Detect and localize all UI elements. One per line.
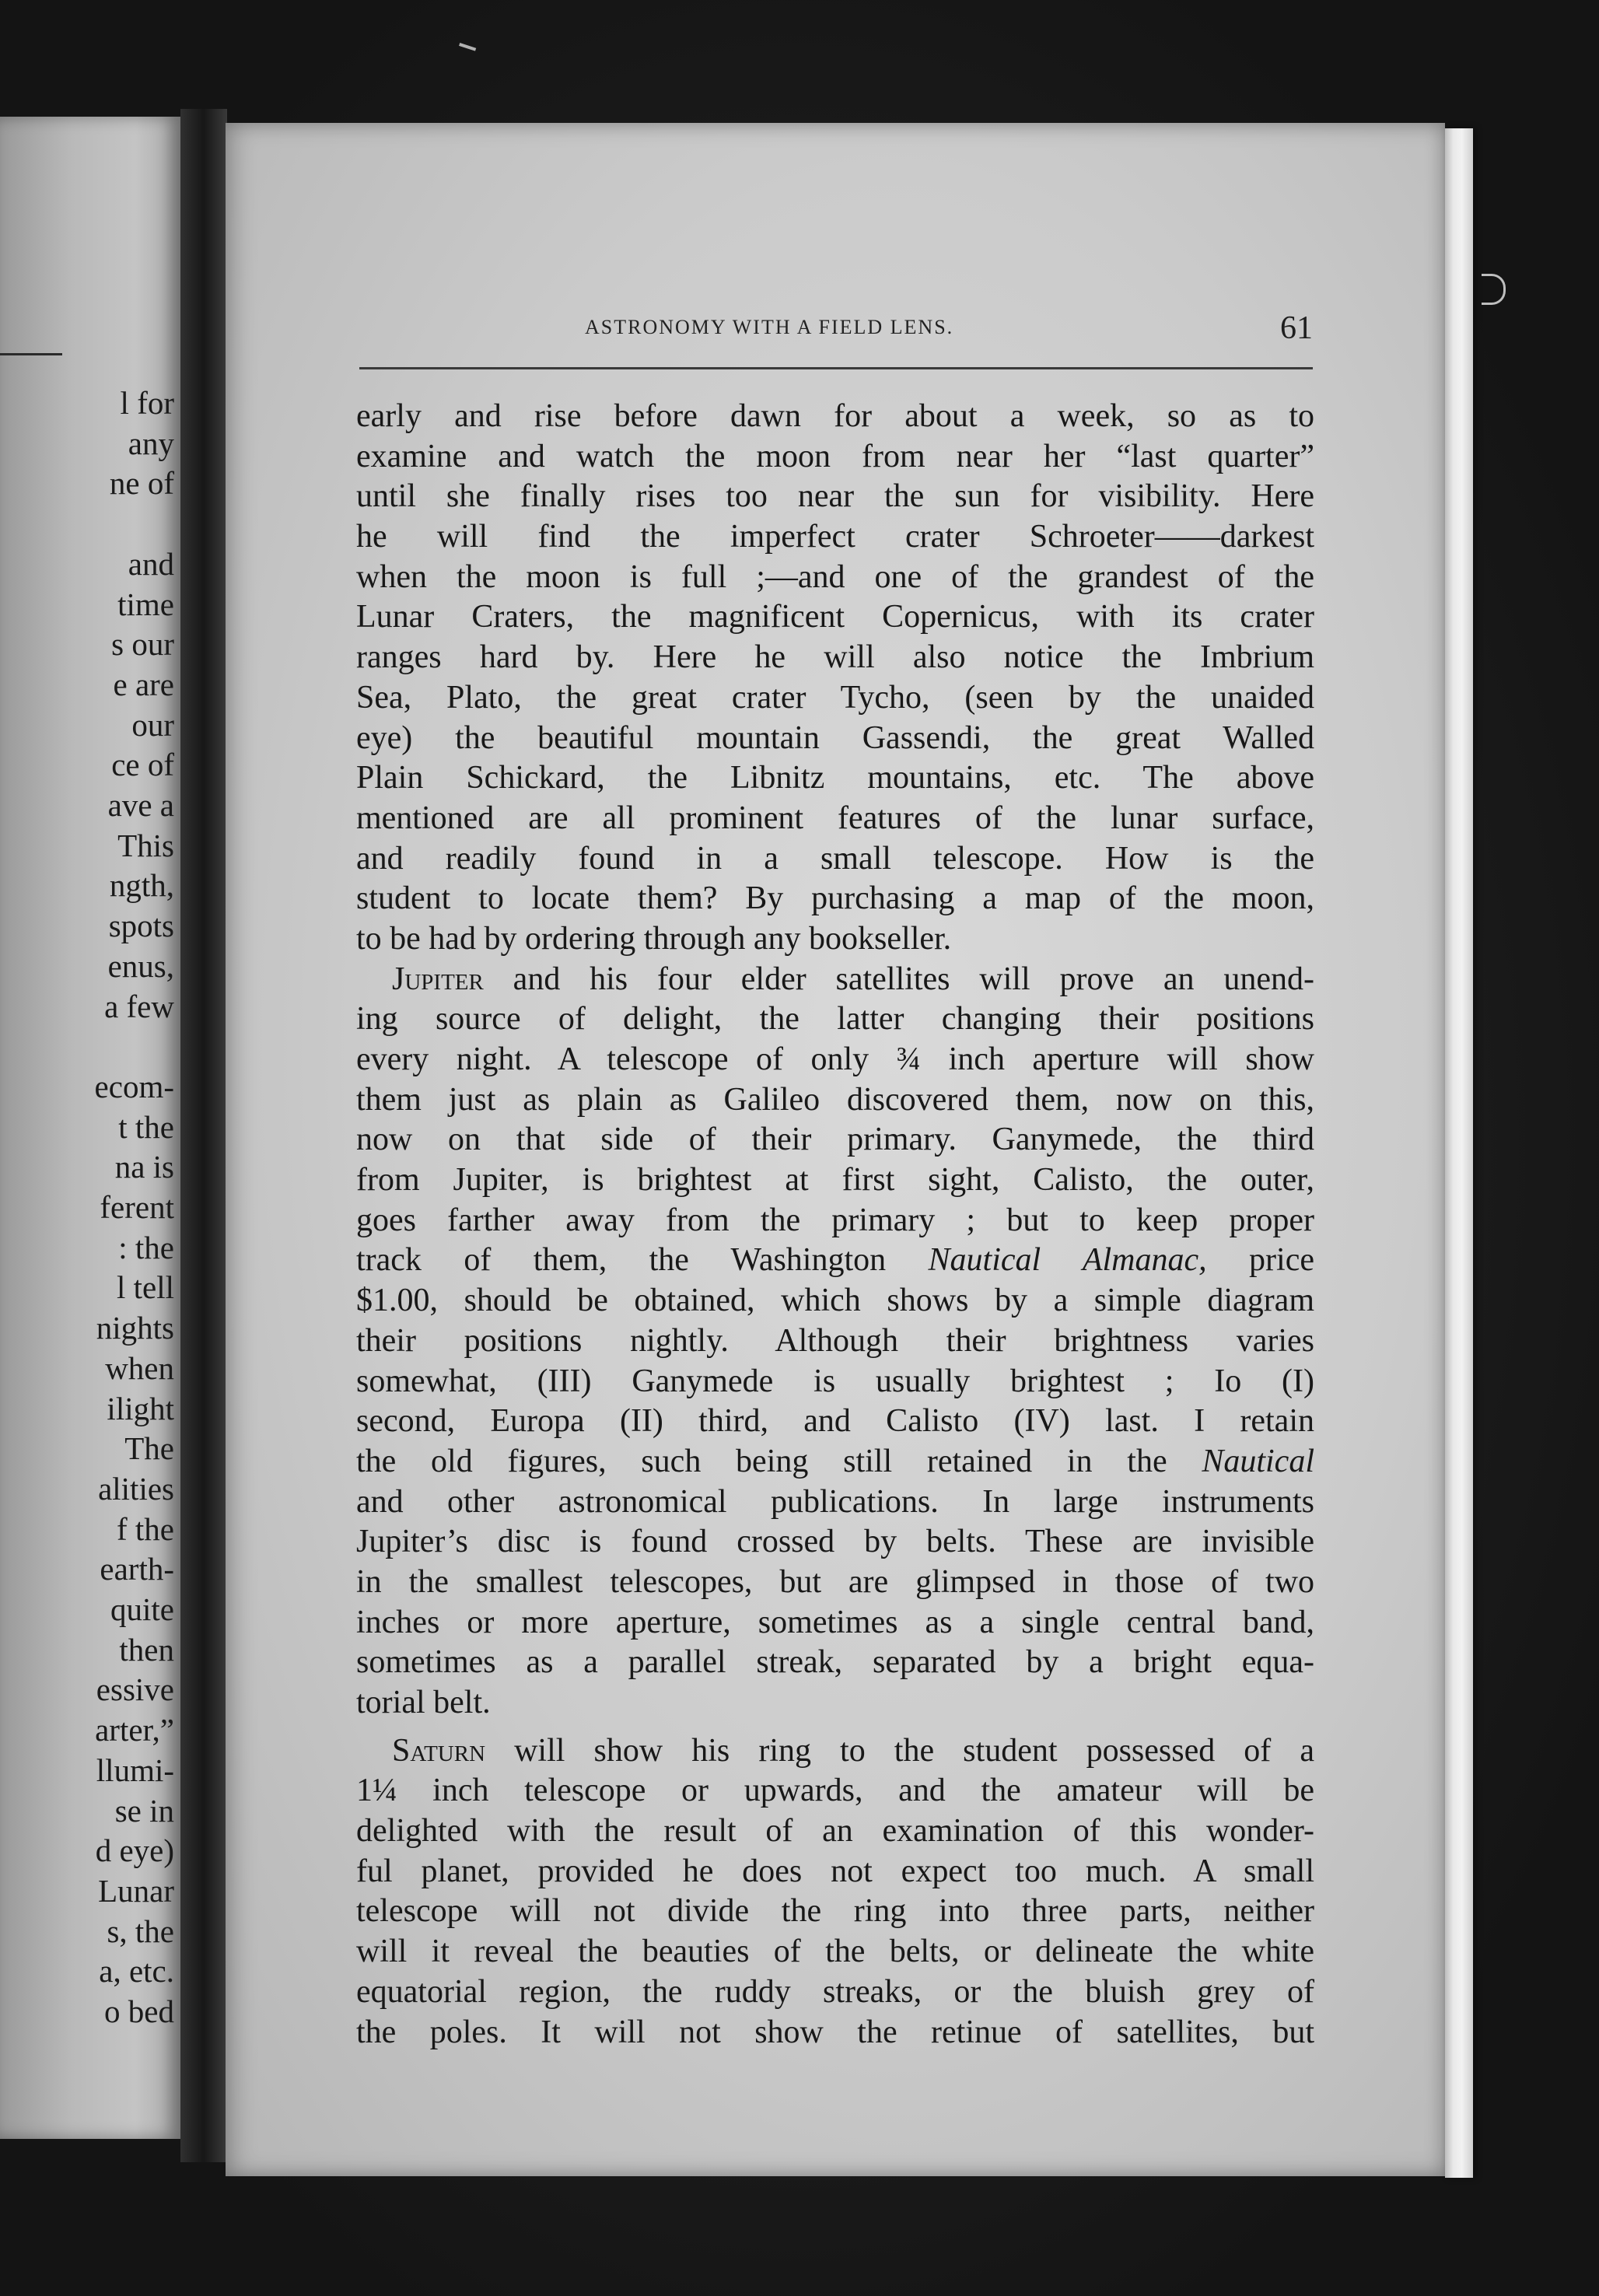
text-line: them just as plain as Galileo discovered them, now on this, bbox=[356, 1081, 1314, 1118]
text-line: delighted with the result of an examination of this wonder- bbox=[356, 1813, 1314, 1850]
jupiter-paragraph-first-line bbox=[356, 960, 1314, 1000]
previous-page-line-fragment: s our bbox=[111, 626, 174, 663]
previous-page-line-fragment: and bbox=[128, 545, 174, 582]
text-line: 1¼ inch telescope or upwards, and the amateur will be bbox=[356, 1773, 1314, 1809]
previous-page-line-fragment: then bbox=[119, 1631, 174, 1668]
text-line: and other astronomical publications. In large instruments bbox=[356, 1483, 1314, 1520]
previous-page-line-fragment: ecom- bbox=[94, 1068, 174, 1104]
previous-page-line-fragment: earth- bbox=[100, 1551, 174, 1587]
previous-page-line-fragment: ce of bbox=[111, 747, 174, 783]
previous-page-line-fragment: quite bbox=[110, 1591, 174, 1627]
text-line: eye) the beautiful mountain Gassendi, the great Walled bbox=[356, 719, 1314, 756]
page-edge bbox=[1445, 128, 1473, 2178]
text-line: equatorial region, the ruddy streaks, or the bluish grey of bbox=[356, 1973, 1314, 2010]
film-scratch-mark bbox=[456, 43, 476, 61]
text-line: examine and watch the moon from near her “last quarter” bbox=[356, 438, 1314, 474]
almanac-title: Nautical Almanac, bbox=[928, 1242, 1207, 1279]
text-run: will show his ring to the student possessed of a bbox=[485, 1732, 1314, 1769]
page-edge-curl bbox=[1482, 274, 1506, 305]
text-line: Sea, Plato, the great crater Tycho, (seen by the unaided bbox=[356, 679, 1314, 716]
page-number: 61 bbox=[1280, 310, 1313, 346]
text-line: ful planet, provided he does not expect too much. A small bbox=[356, 1853, 1314, 1889]
text-line bbox=[356, 1241, 1314, 1281]
saturn-heading-word: Saturn bbox=[392, 1732, 486, 1769]
text-line: to be had by ordering through any bookseller. bbox=[356, 920, 952, 957]
text-line: $1.00, should be obtained, which shows by a simple diagram bbox=[356, 1283, 1314, 1319]
previous-page-line-fragment: spots bbox=[108, 908, 174, 944]
text-run: and his four elder satellites will prove an unend- bbox=[483, 961, 1314, 997]
text-line: he will find the imperfect crater Schroeter——darkest bbox=[356, 519, 1314, 555]
text-line: in the smallest telescopes, but are glimpsed in those of two bbox=[356, 1563, 1314, 1600]
previous-page-strip bbox=[0, 117, 180, 2139]
previous-page-line-fragment: Lunar bbox=[98, 1872, 174, 1909]
previous-page-line-fragment: ngth, bbox=[109, 867, 174, 904]
text-line: early and rise before dawn for about a week, so as to bbox=[356, 398, 1314, 434]
running-head bbox=[359, 310, 1313, 348]
previous-page-line-fragment: The bbox=[124, 1430, 174, 1467]
text-line: sometimes as a parallel streak, separated by a bright equa- bbox=[356, 1644, 1314, 1681]
previous-page-line-fragment: t the bbox=[118, 1108, 174, 1145]
nautical-title: Nautical bbox=[1202, 1443, 1314, 1479]
text-line: torial belt. bbox=[356, 1685, 491, 1720]
text-line: ranges hard by. Here he will also notice the Imbrium bbox=[356, 639, 1314, 676]
previous-page-line-fragment: : the bbox=[118, 1229, 174, 1265]
text-line: from Jupiter, is brightest at first sight, Calisto, the outer, bbox=[356, 1162, 1314, 1199]
previous-page-line-fragment: f the bbox=[117, 1510, 174, 1547]
previous-page-line-fragment: e are bbox=[113, 666, 174, 702]
previous-page-line-fragment: essive bbox=[96, 1671, 174, 1708]
previous-page-line-fragment: our bbox=[131, 706, 174, 743]
text-run: price bbox=[1206, 1242, 1314, 1279]
previous-page-line-fragment: any bbox=[128, 425, 174, 461]
text-line: the poles. It will not show the retinue of satellites, but bbox=[356, 2014, 1314, 2050]
text-line: second, Europa (II) third, and Calisto (IV) last. I retain bbox=[356, 1403, 1314, 1440]
previous-page-line-fragment: l tell bbox=[116, 1269, 174, 1306]
previous-page-rule bbox=[0, 353, 62, 355]
previous-page-line-fragment: This bbox=[117, 827, 174, 863]
previous-page-line-fragment: a, etc. bbox=[99, 1953, 174, 1990]
previous-page-line-fragment: ferent bbox=[100, 1189, 174, 1225]
text-line: Jupiter’s disc is found crossed by belts. These are invisible bbox=[356, 1524, 1314, 1560]
previous-page-line-fragment: l for bbox=[120, 385, 174, 421]
text-line: will it reveal the beauties of the belts, or delineate the white bbox=[356, 1934, 1314, 1970]
text-line: goes farther away from the primary ; but to keep proper bbox=[356, 1202, 1314, 1238]
text-line: inches or more aperture, sometimes as a single central band, bbox=[356, 1604, 1314, 1640]
previous-page-line-fragment: time bbox=[117, 586, 174, 622]
previous-page-line-fragment: enus, bbox=[107, 947, 174, 984]
text-run: the old figures, such being still retained in the bbox=[356, 1443, 1202, 1479]
running-title: ASTRONOMY WITH A FIELD LENS. bbox=[585, 316, 954, 338]
text-line: until she finally rises too near the sun for visibility. Here bbox=[356, 478, 1314, 515]
text-line: now on that side of their primary. Ganymede, the third bbox=[356, 1122, 1314, 1158]
text-line: when the moon is full ;—and one of the grandest of the bbox=[356, 558, 1314, 595]
previous-page-line-fragment: when bbox=[105, 1349, 174, 1386]
previous-page-line-fragment: arter,” bbox=[95, 1712, 174, 1748]
previous-page-line-fragment: ne of bbox=[109, 465, 174, 502]
previous-page-line-fragment: d eye) bbox=[95, 1832, 174, 1869]
text-line: somewhat, (III) Ganymede is usually brightest ; Io (I) bbox=[356, 1363, 1314, 1399]
previous-page-line-fragment: alities bbox=[98, 1470, 174, 1507]
text-line: every night. A telescope of only ¾ inch aperture will show bbox=[356, 1041, 1314, 1077]
page-body-text bbox=[356, 397, 1314, 2053]
header-rule bbox=[359, 367, 1313, 369]
text-line: student to locate them? By purchasing a map of the moon, bbox=[356, 880, 1314, 917]
previous-page-line-fragment: ave a bbox=[107, 787, 174, 823]
text-line: and readily found in a small telescope. How is the bbox=[356, 840, 1314, 877]
previous-page-line-fragment: na is bbox=[114, 1149, 174, 1185]
previous-page-line-fragment: s, the bbox=[107, 1913, 174, 1949]
text-run: track of them, the Washington bbox=[356, 1242, 929, 1279]
text-line: Lunar Craters, the magnificent Copernicus, with its crater bbox=[356, 599, 1314, 635]
saturn-paragraph-first-line bbox=[356, 1731, 1314, 1772]
text-line: telescope will not divide the ring into three parts, neither bbox=[356, 1893, 1314, 1930]
previous-page-line-fragment: ilight bbox=[107, 1390, 174, 1426]
previous-page-line-fragment: nights bbox=[96, 1310, 174, 1346]
previous-page-line-fragment: a few bbox=[104, 988, 174, 1024]
text-line: mentioned are all prominent features of the lunar surface, bbox=[356, 800, 1314, 836]
text-line: their positions nightly. Although their brightness varies bbox=[356, 1322, 1314, 1359]
previous-page-line-fragment: se in bbox=[114, 1792, 174, 1829]
jupiter-heading-word: Jupiter bbox=[392, 961, 484, 997]
book-gutter bbox=[180, 109, 227, 2162]
text-line: ing source of delight, the latter changing their positions bbox=[356, 1001, 1314, 1038]
text-line: Plain Schickard, the Libnitz mountains, etc. The above bbox=[356, 760, 1314, 796]
text-line bbox=[356, 1442, 1314, 1482]
previous-page-line-fragment: o bed bbox=[104, 1993, 174, 2029]
previous-page-line-fragment: llumi- bbox=[96, 1752, 174, 1788]
